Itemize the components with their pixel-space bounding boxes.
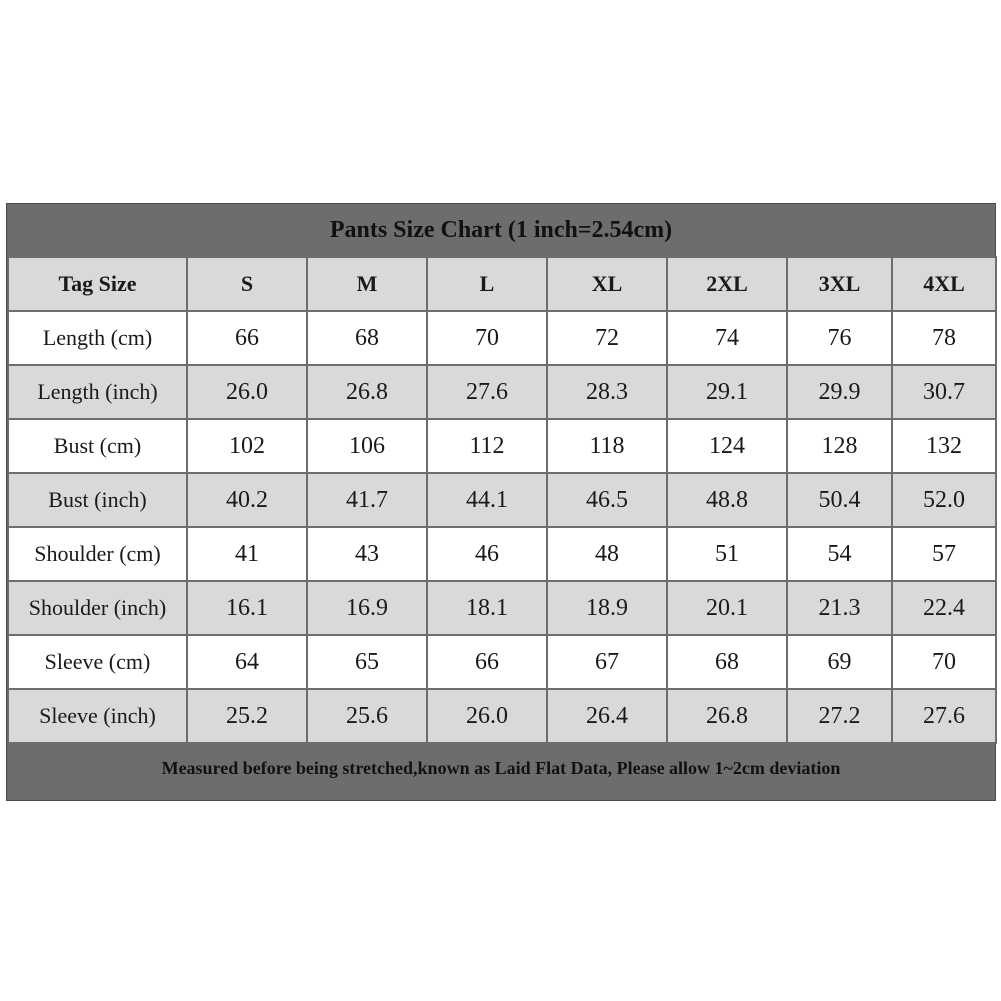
row-label-cell: Bust (inch) [8, 473, 187, 527]
value-cell: 48.8 [667, 473, 787, 527]
value-cell: 40.2 [187, 473, 307, 527]
table-body [8, 257, 996, 743]
value-cell: 18.9 [547, 581, 667, 635]
value-cell: 30.7 [892, 365, 996, 419]
chart-title: Pants Size Chart (1 inch=2.54cm) [329, 216, 673, 243]
column-header-3xl: 3XL [787, 257, 892, 311]
value-cell: 41 [187, 527, 307, 581]
value-cell: 68 [307, 311, 427, 365]
value-cell: 72 [547, 311, 667, 365]
value-cell: 27.6 [892, 689, 996, 743]
row-label-cell: Shoulder (cm) [8, 527, 187, 581]
value-cell: 25.2 [187, 689, 307, 743]
table-row [8, 311, 996, 365]
value-cell: 27.6 [427, 365, 547, 419]
chart-footer-note: Measured before being stretched,known as Laid Flat Data, Please allow 1~2cm deviation [161, 757, 841, 778]
value-cell: 46 [427, 527, 547, 581]
value-cell: 70 [892, 635, 996, 689]
value-cell: 118 [547, 419, 667, 473]
value-cell: 29.9 [787, 365, 892, 419]
value-cell: 20.1 [667, 581, 787, 635]
value-cell: 16.9 [307, 581, 427, 635]
value-cell: 67 [547, 635, 667, 689]
table-row [8, 581, 996, 635]
value-cell: 28.3 [547, 365, 667, 419]
value-cell: 22.4 [892, 581, 996, 635]
value-cell: 48 [547, 527, 667, 581]
value-cell: 69 [787, 635, 892, 689]
column-header-4xl: 4XL [892, 257, 996, 311]
value-cell: 70 [427, 311, 547, 365]
size-table [7, 256, 997, 744]
value-cell: 124 [667, 419, 787, 473]
value-cell: 29.1 [667, 365, 787, 419]
value-cell: 26.0 [427, 689, 547, 743]
row-label-cell: Sleeve (cm) [8, 635, 187, 689]
table-row [8, 365, 996, 419]
value-cell: 132 [892, 419, 996, 473]
value-cell: 21.3 [787, 581, 892, 635]
value-cell: 74 [667, 311, 787, 365]
value-cell: 128 [787, 419, 892, 473]
value-cell: 46.5 [547, 473, 667, 527]
value-cell: 26.0 [187, 365, 307, 419]
row-label-cell: Shoulder (inch) [8, 581, 187, 635]
table-row [8, 635, 996, 689]
value-cell: 41.7 [307, 473, 427, 527]
value-cell: 64 [187, 635, 307, 689]
table-row [8, 527, 996, 581]
value-cell: 112 [427, 419, 547, 473]
value-cell: 26.8 [307, 365, 427, 419]
value-cell: 43 [307, 527, 427, 581]
value-cell: 18.1 [427, 581, 547, 635]
column-header-s: S [187, 257, 307, 311]
row-label-cell: Sleeve (inch) [8, 689, 187, 743]
value-cell: 44.1 [427, 473, 547, 527]
value-cell: 78 [892, 311, 996, 365]
value-cell: 25.6 [307, 689, 427, 743]
row-label-cell: Length (cm) [8, 311, 187, 365]
table-row [8, 473, 996, 527]
value-cell: 102 [187, 419, 307, 473]
value-cell: 54 [787, 527, 892, 581]
row-label-cell: Bust (cm) [8, 419, 187, 473]
table-row [8, 689, 996, 743]
header-label-cell: Tag Size [8, 257, 187, 311]
value-cell: 50.4 [787, 473, 892, 527]
value-cell: 76 [787, 311, 892, 365]
table-header-row [8, 257, 996, 311]
column-header-m: M [307, 257, 427, 311]
column-header-xl: XL [547, 257, 667, 311]
value-cell: 26.4 [547, 689, 667, 743]
column-header-2xl: 2XL [667, 257, 787, 311]
value-cell: 26.8 [667, 689, 787, 743]
value-cell: 66 [187, 311, 307, 365]
value-cell: 16.1 [187, 581, 307, 635]
value-cell: 106 [307, 419, 427, 473]
value-cell: 57 [892, 527, 996, 581]
row-label-cell: Length (inch) [8, 365, 187, 419]
value-cell: 51 [667, 527, 787, 581]
value-cell: 68 [667, 635, 787, 689]
size-chart [6, 203, 996, 801]
column-header-l: L [427, 257, 547, 311]
value-cell: 52.0 [892, 473, 996, 527]
value-cell: 65 [307, 635, 427, 689]
value-cell: 66 [427, 635, 547, 689]
table-row [8, 419, 996, 473]
value-cell: 27.2 [787, 689, 892, 743]
